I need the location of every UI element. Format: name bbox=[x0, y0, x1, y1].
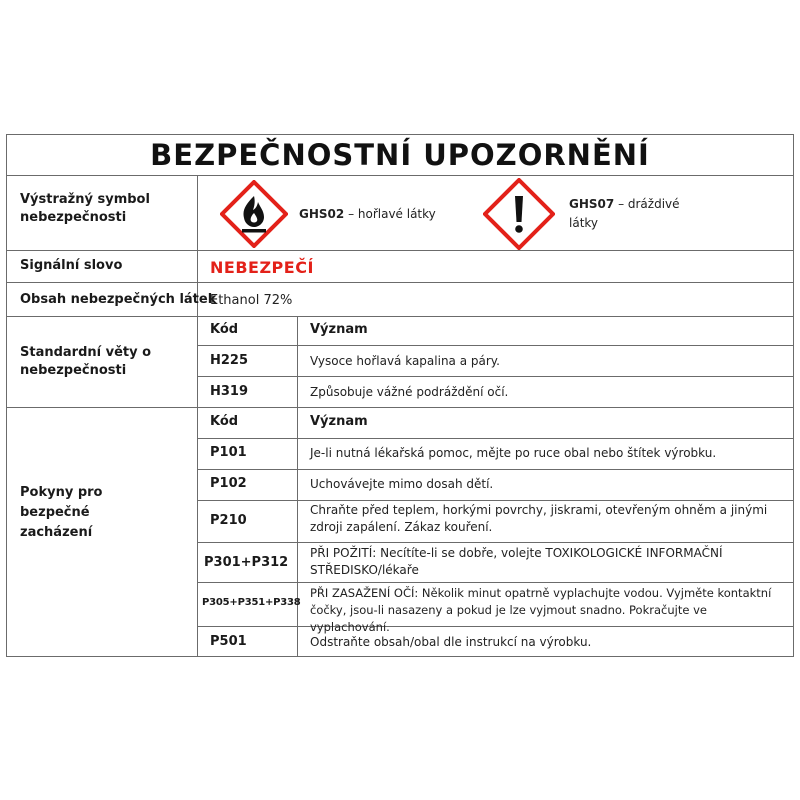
exclamation-icon bbox=[483, 178, 555, 250]
hazard-code: H319 bbox=[210, 384, 249, 399]
divider bbox=[7, 316, 793, 317]
precaution-text: Je-li nutná lékařská pomoc, mějte po ruce obal nebo štítek výrobku. bbox=[310, 446, 717, 460]
hazard-text: Způsobuje vážné podráždění očí. bbox=[310, 385, 509, 399]
hazard-code: H225 bbox=[210, 353, 249, 368]
signal-word: NEBEZPEČÍ bbox=[210, 258, 314, 277]
precaution-text: Chraňte před teplem, horkými povrchy, jiskrami, otevřeným ohněm a jinými zdroji zapálení. Zákaz kouření. bbox=[310, 503, 768, 534]
hazard-label: Standardní věty o nebezpečnosti bbox=[20, 345, 152, 378]
precaution-code: P102 bbox=[210, 476, 247, 491]
precaution-label: Pokyny pro bezpečné zacházení bbox=[20, 485, 103, 540]
divider bbox=[197, 542, 793, 543]
ghs07-description: – dráždivé látky bbox=[569, 197, 680, 230]
precaution-text: PŘI POŽITÍ: Necítíte-li se dobře, volejte TOXIKOLOGICKÉ INFORMAČNÍ STŘEDISKO/lékaře bbox=[310, 546, 723, 577]
signal-label: Signální slovo bbox=[20, 258, 123, 273]
precaution-text: PŘI ZASAŽENÍ OČÍ: Několik minut opatrně vyplachujte vodou. Vyjměte kontaktní čočky, jsou-li nasazeny a pokud je lze vyjmout snadno. Pokračujte ve vyplachování. bbox=[310, 586, 772, 634]
divider bbox=[7, 407, 793, 408]
precaution-text: Uchovávejte mimo dosah dětí. bbox=[310, 477, 494, 491]
divider bbox=[197, 582, 793, 583]
precaution-code: P501 bbox=[210, 634, 247, 649]
divider bbox=[7, 282, 793, 283]
divider bbox=[7, 250, 793, 251]
divider bbox=[197, 438, 793, 439]
precaution-header-code: Kód bbox=[210, 414, 239, 429]
flame-icon bbox=[220, 180, 288, 248]
precaution-code: P305+P351+P338 bbox=[202, 597, 301, 608]
precaution-code: P301+P312 bbox=[204, 555, 289, 570]
divider bbox=[197, 469, 793, 470]
divider bbox=[197, 345, 793, 346]
hazard-header-code: Kód bbox=[210, 322, 239, 337]
safety-label bbox=[6, 134, 794, 657]
divider bbox=[197, 175, 198, 657]
ghs02-description: – hořlavé látky bbox=[348, 207, 436, 221]
ghs07-text bbox=[569, 195, 709, 233]
hazard-header-meaning: Význam bbox=[310, 322, 368, 337]
divider bbox=[197, 500, 793, 501]
divider bbox=[7, 175, 793, 176]
precaution-header-meaning: Význam bbox=[310, 414, 368, 429]
precaution-code: P101 bbox=[210, 445, 247, 460]
precaution-code: P210 bbox=[210, 513, 247, 528]
page-title: BEZPEČNOSTNÍ UPOZORNĚNÍ bbox=[150, 138, 650, 172]
precaution-text: Odstraňte obsah/obal dle instrukcí na výrobku. bbox=[310, 635, 592, 649]
ghs07-code: GHS07 bbox=[569, 197, 615, 211]
substances-label: Obsah nebezpečných látek bbox=[20, 292, 217, 307]
ghs02-text bbox=[299, 205, 459, 224]
symbols-label: Výstražný symbol nebezpečnosti bbox=[20, 192, 150, 225]
hazard-text: Vysoce hořlavá kapalina a páry. bbox=[310, 354, 500, 368]
divider bbox=[197, 376, 793, 377]
ghs02-code: GHS02 bbox=[299, 207, 345, 221]
substances-value: Ethanol 72% bbox=[210, 293, 293, 308]
